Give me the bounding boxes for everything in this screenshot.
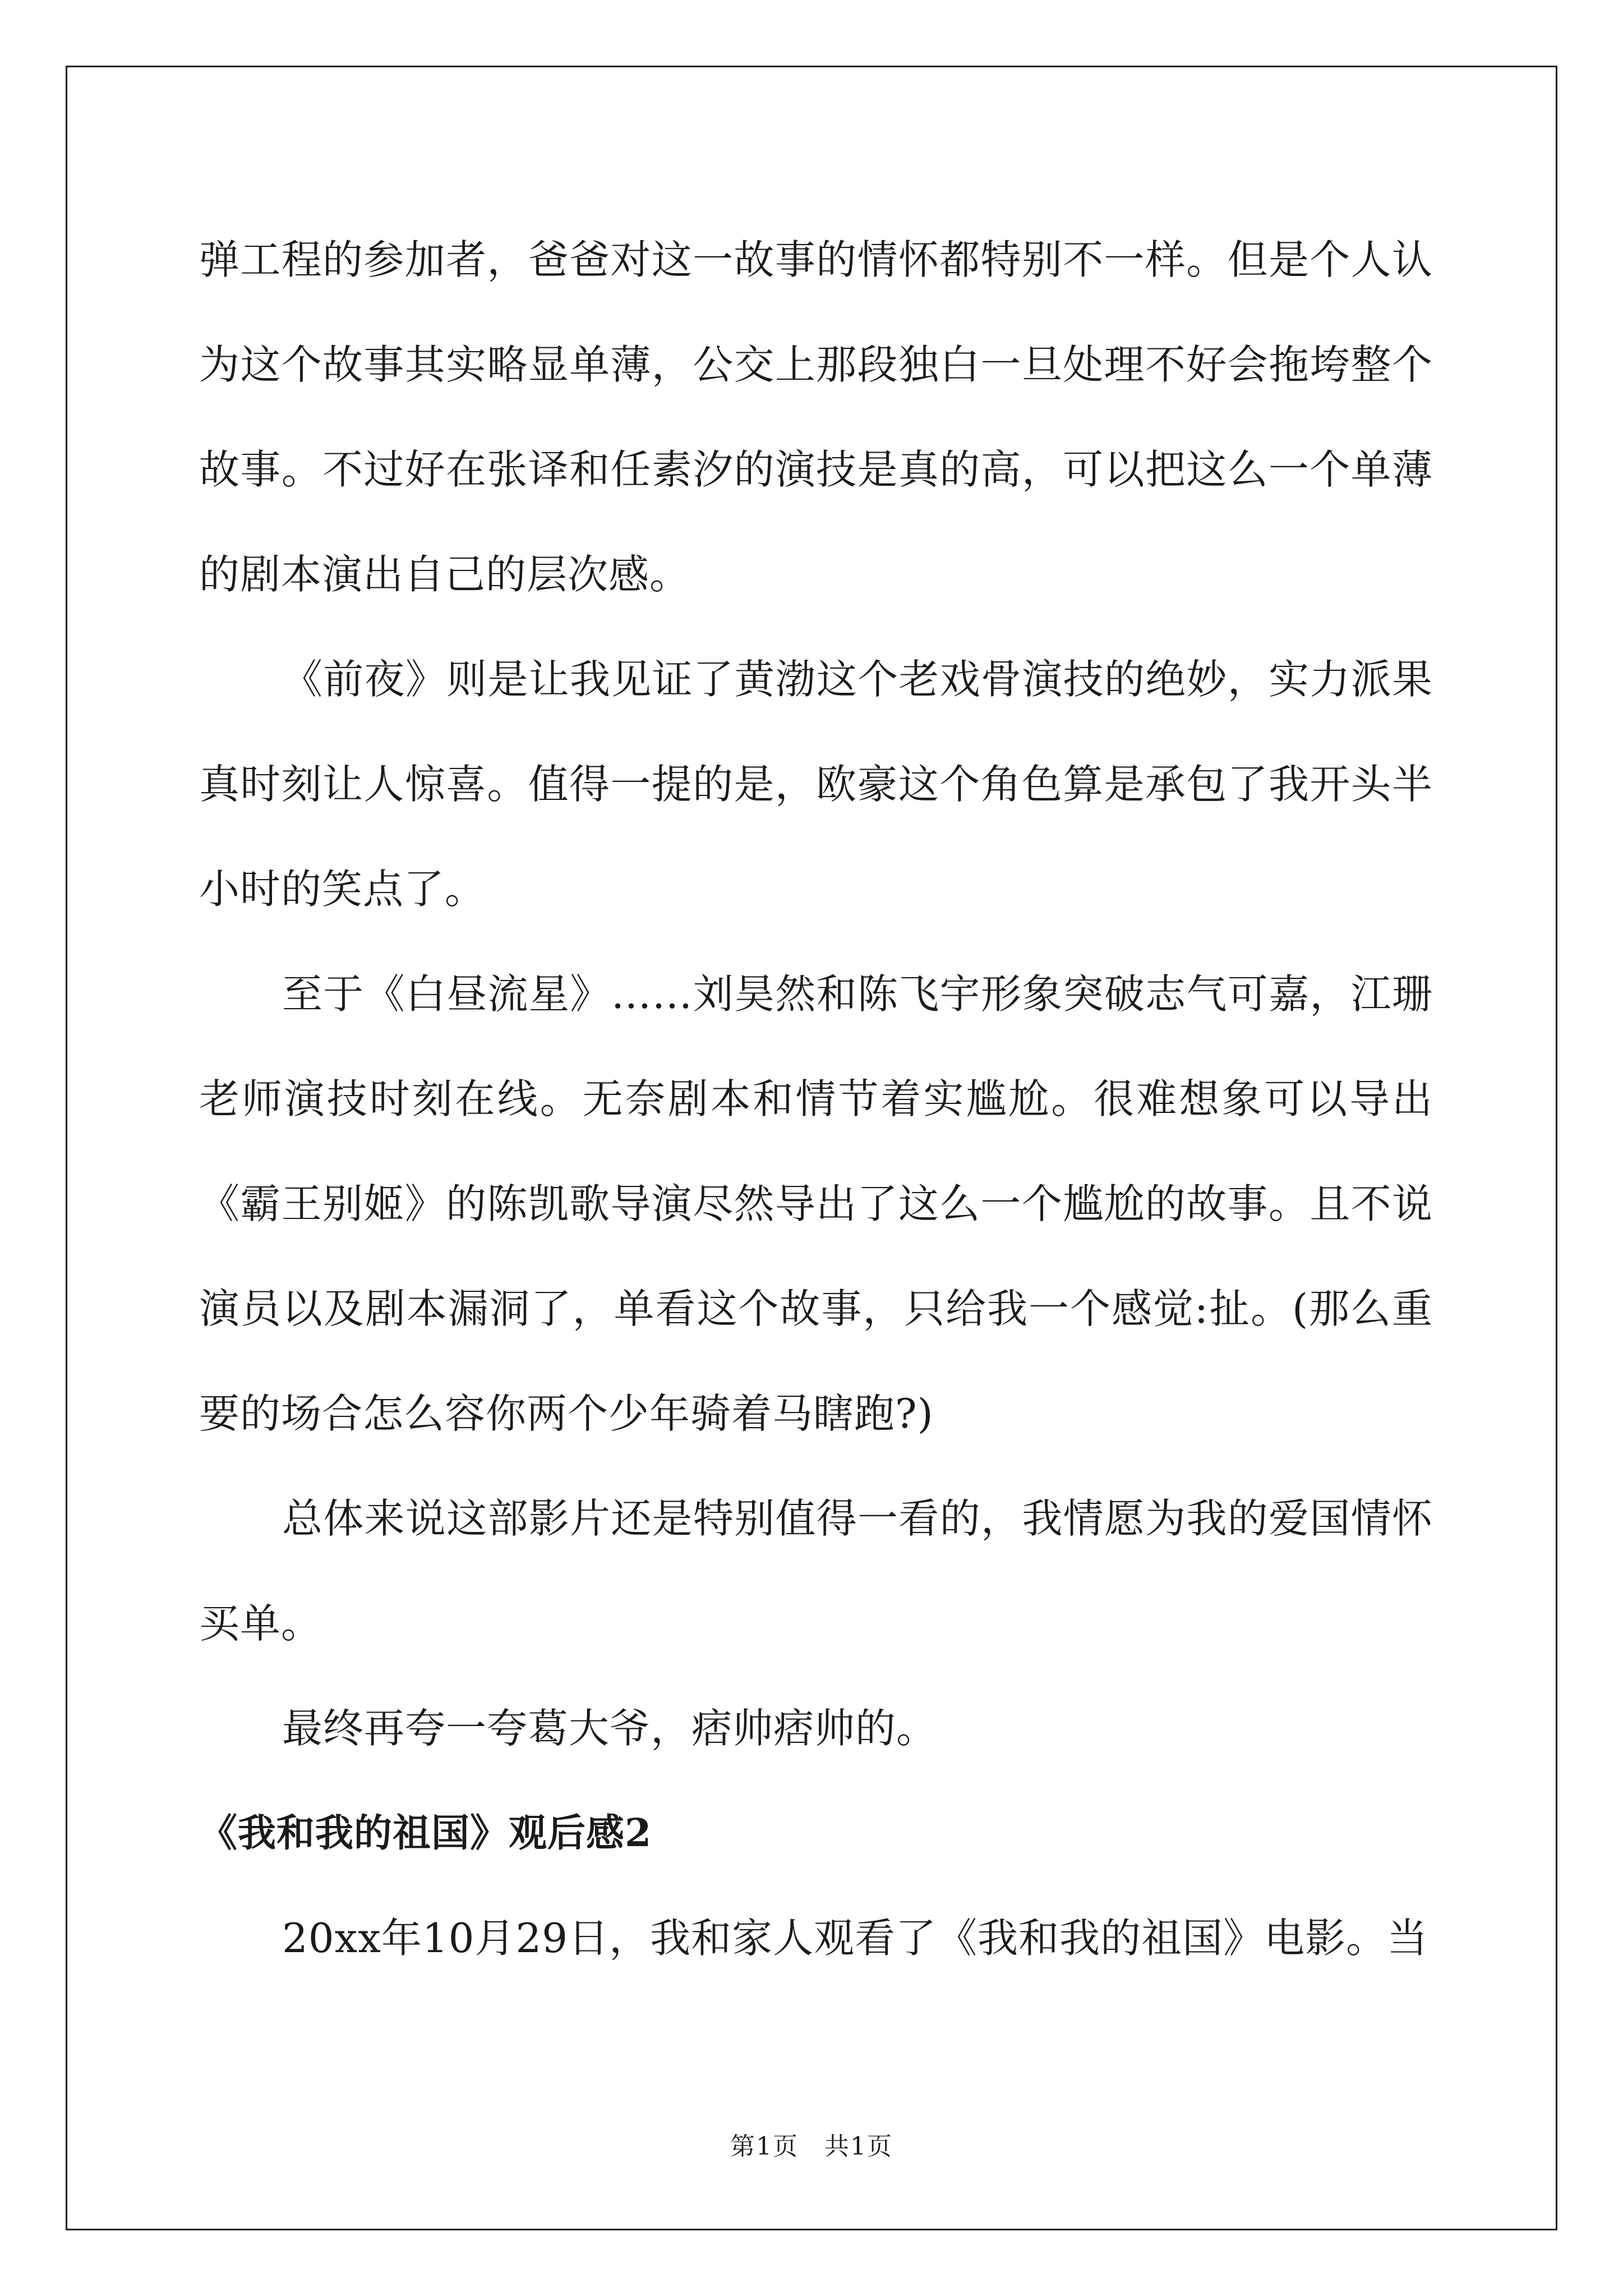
document-body [199, 208, 1433, 1991]
paragraph-5: 最终再夸一夸葛大爷，痞帅痞帅的。 [282, 1705, 938, 1752]
paragraph-4: 总体来说这部影片还是特别值得一看的，我情愿为我的爱国情怀买单。 [199, 1495, 1433, 1647]
section-heading: 《我和我的祖国》观后感2 [199, 1811, 652, 1856]
paragraph-6: 20xx年10月29日，我和家人观看了《我和我的祖国》电影。当 [282, 1915, 1428, 1962]
paragraph-1: 弹工程的参加者，爸爸对这一故事的情怀都特别不一样。但是个人认为这个故事其实略显单薄，公交上那段独白一旦处理不好会拖垮整个故事。不过好在张译和任素汐的演技是真的高，可以把这么一个单薄的剧本演出自己的层次感。 [199, 236, 1433, 598]
paragraph-2: 《前夜》则是让我见证了黄渤这个老戏骨演技的绝妙，实力派果真时刻让人惊喜。值得一提的是，欧豪这个角色算是承包了我开头半小时的笑点了。 [199, 656, 1433, 913]
paragraph-3: 至于《白昼流星》……刘昊然和陈飞宇形象突破志气可嘉，江珊老师演技时刻在线。无奈剧本和情节着实尴尬。很难想象可以导出《霸王别姬》的陈凯歌导演尽然导出了这么一个尴尬的故事。且不说演员以及剧本漏洞了，单看这个故事，只给我一个感觉:扯。(那么重要的场合怎么容你两个少年骑着马瞎跑?) [199, 970, 1433, 1437]
page-number-footer: 第1页 共1页 [730, 2132, 893, 2161]
